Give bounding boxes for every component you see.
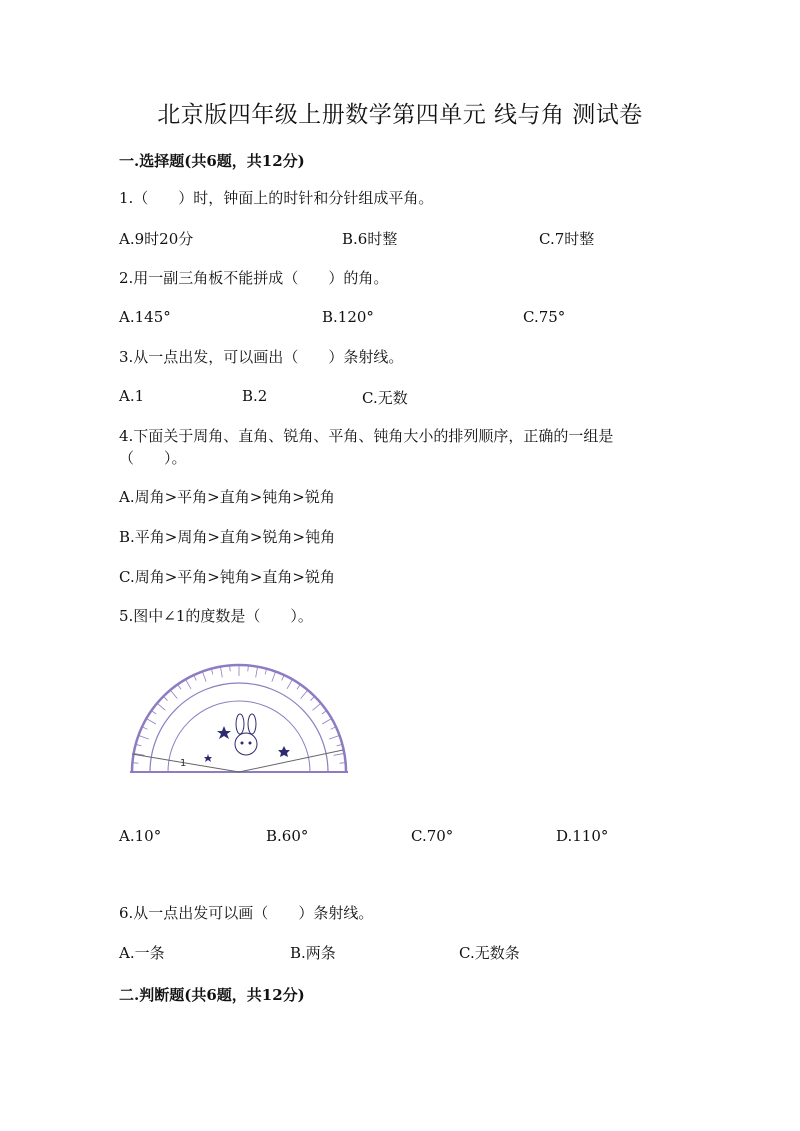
question-6-stem: 6.从一点出发可以画（ ）条射线。	[119, 904, 374, 922]
question-3-option-b: B.2	[242, 387, 268, 405]
protractor-tick	[230, 665, 231, 671]
question-2-option-c: C.75°	[523, 308, 566, 326]
question-5-option-c: C.70°	[411, 827, 454, 845]
question-6-option-b: B.两条	[290, 944, 336, 962]
question-3-option-a: A.1	[119, 387, 145, 405]
protractor-tick	[186, 679, 192, 689]
protractor-tick	[138, 735, 148, 739]
question-2-option-b: B.120°	[322, 308, 374, 326]
protractor-tick	[329, 735, 339, 739]
question-5-option-a: A.10°	[119, 827, 162, 845]
protractor-tick	[170, 690, 177, 698]
question-3-option-c: C.无数	[362, 389, 408, 407]
star-icon	[278, 746, 290, 757]
question-4-option-b: B.平角>周角>直角>锐角>钝角	[119, 528, 336, 546]
protractor-tick	[272, 671, 276, 681]
question-5-option-b: B.60°	[266, 827, 309, 845]
question-1-option-a: A.9时20分	[119, 230, 194, 248]
question-1-stem: 1.（ ）时，钟面上的时针和分针组成平角。	[119, 189, 434, 207]
protractor-tick	[202, 671, 206, 681]
question-3-stem: 3.从一点出发，可以画出（ ）条射线。	[119, 348, 404, 366]
section-heading-choice: 一.选择题(共6题，共12分)	[119, 152, 305, 170]
protractor-tick	[340, 763, 346, 764]
question-1-option-c: C.7时整	[539, 230, 595, 248]
protractor-tick	[287, 679, 293, 689]
protractor-icon	[128, 662, 350, 778]
star-icon	[204, 754, 212, 762]
angle-mark-label: 1	[180, 758, 187, 769]
star-icon	[217, 726, 231, 739]
question-2-stem: 2.用一副三角板不能拼成（ ）的角。	[119, 269, 389, 287]
question-6-option-a: A.一条	[119, 944, 165, 962]
protractor-tick	[322, 719, 332, 725]
protractor-tick	[301, 690, 308, 698]
protractor-tick	[313, 703, 321, 710]
question-4-option-c: C.周角>平角>钝角>直角>锐角	[119, 568, 335, 586]
protractor-tick	[132, 763, 138, 764]
protractor-tick	[297, 684, 300, 689]
question-1-option-b: B.6时整	[342, 230, 398, 248]
protractor-tick	[142, 727, 147, 730]
protractor-tick	[146, 719, 156, 725]
page-title: 北京版四年级上册数学第四单元 线与角 测试卷	[157, 102, 643, 128]
protractor-tick	[178, 684, 181, 689]
protractor-tick	[256, 667, 258, 678]
protractor-tick	[151, 711, 156, 714]
question-4-stem-line-1: 4.下面关于周角、直角、锐角、平角、钝角大小的排列顺序，正确的一组是	[119, 427, 614, 445]
protractor-tick	[163, 696, 167, 700]
bunny-icon	[235, 714, 257, 755]
protractor-tick	[157, 703, 165, 710]
protractor-tick	[334, 753, 345, 755]
protractor-tick	[310, 696, 314, 700]
protractor-tick	[322, 711, 327, 714]
protractor-tick	[220, 667, 222, 678]
question-6-option-c: C.无数条	[459, 944, 520, 962]
question-4-stem-line-2: （ ）。	[119, 449, 187, 467]
question-5-option-d: D.110°	[556, 827, 609, 845]
protractor-tick	[248, 665, 249, 671]
question-5-stem: 5.图中∠1的度数是（ ）。	[119, 607, 313, 625]
section-heading-judgement: 二.判断题(共6题，共12分)	[119, 986, 305, 1004]
protractor-tick	[331, 727, 336, 730]
question-4-option-a: A.周角>平角>直角>钝角>锐角	[119, 488, 335, 506]
question-2-option-a: A.145°	[119, 308, 171, 326]
